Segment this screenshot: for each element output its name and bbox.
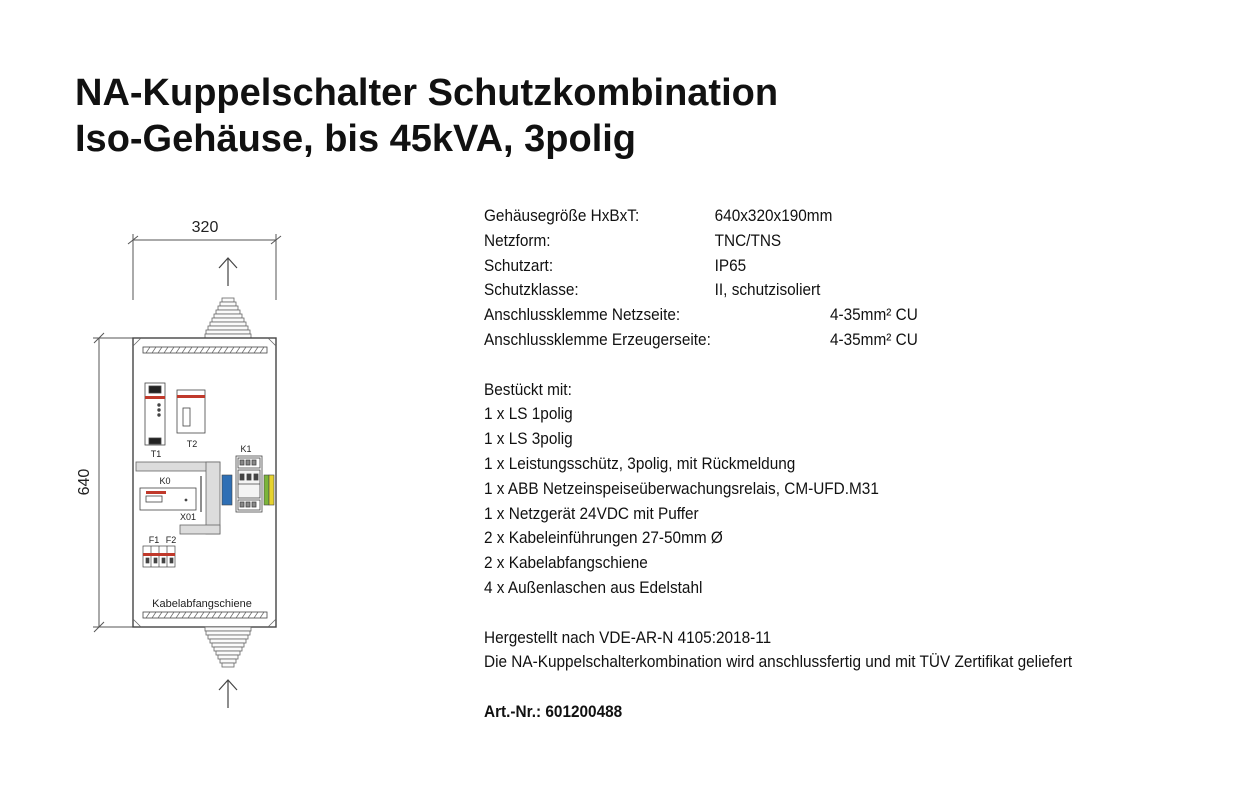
x01-label: X01 <box>179 512 197 522</box>
t1-breaker <box>145 383 165 445</box>
spec-value: IP65 <box>714 256 747 275</box>
spec-row <box>484 254 1154 279</box>
spec-label: Schutzklasse: <box>484 281 579 300</box>
n-terminal-block <box>222 475 232 505</box>
equipped-item: 1 x Leistungsschütz, 3polig, mit Rückmeldung <box>484 454 796 473</box>
equipped-item: 1 x LS 3polig <box>484 430 573 449</box>
spec-value: 4-35mm² CU <box>829 330 918 349</box>
spec-label: Anschlussklemme Erzeugerseite: <box>484 330 711 349</box>
spec-value: TNC/TNS <box>714 231 782 250</box>
height-dimension <box>93 333 133 632</box>
pe-terminal-yellow <box>269 475 274 505</box>
title-line-2: Iso-Gehäuse, bis 45kVA, 3polig <box>75 118 637 160</box>
pe-terminal-green <box>264 475 269 505</box>
equipped-item: 2 x Kabelabfangschiene <box>484 554 648 573</box>
equipped-heading: Bestückt mit: <box>484 380 572 399</box>
spec-label: Anschlussklemme Netzseite: <box>484 306 681 325</box>
spec-row <box>484 278 1154 303</box>
spec-label: Gehäusegröße HxBxT: <box>484 207 640 225</box>
spec-value: 640x320x190mm <box>714 207 833 225</box>
delivery-note: Die NA-Kuppelschalterkombination wird anschlussfertig und mit TÜV Zertifikat geliefert <box>484 653 1073 672</box>
bottom-cable-rail <box>143 612 267 618</box>
bottom-cable-gland <box>205 627 251 667</box>
spec-label: Netzform: <box>484 231 551 250</box>
article-number: Art.-Nr.: 601200488 <box>484 702 623 721</box>
k0-label: K0 <box>159 476 171 486</box>
t1-label: T1 <box>150 449 162 459</box>
bottom-arrow-icon <box>219 680 237 708</box>
top-cable-rail <box>143 347 267 353</box>
spec-label: Schutzart: <box>484 256 554 275</box>
equipped-item: 4 x Außenlaschen aus Edelstahl <box>484 578 703 597</box>
t2-label: T2 <box>186 439 198 449</box>
title-line-1: NA-Kuppelschalter Schutzkombination <box>75 72 779 114</box>
spec-block <box>484 204 1154 725</box>
width-label: 320 <box>191 219 219 236</box>
bottom-rail-label: Kabelabfangschiene <box>152 598 252 610</box>
spec-value: II, schutzisoliert <box>714 281 821 300</box>
f1-label: F1 <box>148 535 160 545</box>
top-cable-gland <box>205 298 251 338</box>
width-dimension <box>128 234 281 300</box>
spec-value: 4-35mm² CU <box>829 306 918 325</box>
height-label: 640 <box>76 468 93 496</box>
spec-row <box>484 303 1154 328</box>
k0-relay <box>140 488 196 510</box>
equipped-item: 1 x Netzgerät 24VDC mit Puffer <box>484 504 699 523</box>
spec-row <box>484 328 1154 353</box>
k1-label: K1 <box>240 444 252 454</box>
spec-row <box>484 204 1154 229</box>
enclosure-drawing <box>60 200 300 720</box>
equipped-item: 1 x ABB Netzeinspeiseüberwachungsrelais, CM-UFD.M31 <box>484 479 879 498</box>
equipped-item: 1 x LS 1polig <box>484 405 573 424</box>
f1-f2-breakers <box>143 546 175 567</box>
equipped-item: 2 x Kabeleinführungen 27-50mm Ø <box>484 529 723 548</box>
spec-row <box>484 229 1154 254</box>
k1-contactor <box>236 456 262 512</box>
t2-power-supply <box>177 390 205 433</box>
f2-label: F2 <box>165 535 177 545</box>
standard-note: Hergestellt nach VDE-AR-N 4105:2018-11 <box>484 628 772 647</box>
page-title <box>75 70 778 162</box>
top-arrow-icon <box>219 258 237 286</box>
